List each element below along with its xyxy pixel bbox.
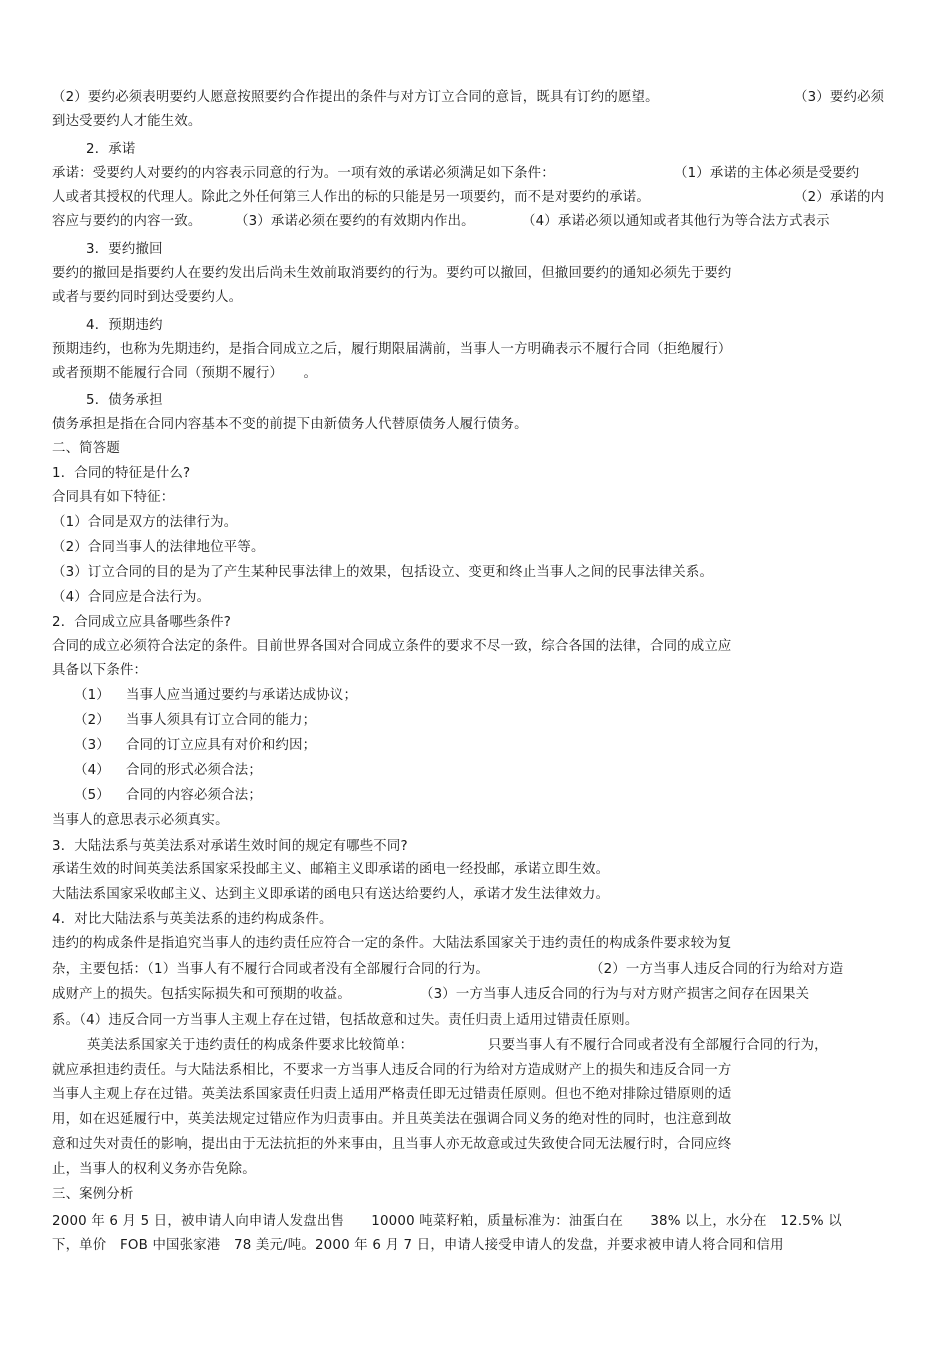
list-item: （2） 当事人须具有订立合同的能力； [74,713,317,728]
section-heading: 4．预期违约 [86,318,163,333]
text-line: 债务承担是指在合同内容基本不变的前提下由新债务人代替原债务人履行债务。 [52,417,528,432]
text-line: 意和过失对责任的影响，提出由于无法抗拒的外来事由，且当事人亦无故意或过失致使合同无法履行时，合同应终 [52,1137,732,1152]
list-item: （5） 合同的内容必须合法； [74,788,262,803]
list-item: （4）合同应是合法行为。 [52,590,211,605]
text-line: 违约的构成条件是指追究当事人的违约责任应符合一定的条件。大陆法系国家关于违约责任的构成条件要求较为复 [52,936,732,951]
text-line: 人或者其授权的代理人。除此之外任何第三人作出的标的只能是另一项要约，而不是对要约的承诺。 （2）承诺的内 [52,190,885,205]
text-line: 承诺生效的时间英美法系国家采投邮主义、邮箱主义即承诺的函电一经投邮，承诺立即生效。 [52,862,610,877]
question-title: 3．大陆法系与英美法系对承诺生效时间的规定有哪些不同? [52,839,408,854]
text-line: 承诺：受要约人对要约的内容表示同意的行为。一项有效的承诺必须满足如下条件： （1）承诺的主体必须是受要约 [52,166,860,181]
question-title: 1．合同的特征是什么? [52,466,191,481]
text-line: 或者与要约同时到达受要约人。 [52,290,243,305]
text-line: 就应承担违约责任。与大陆法系相比，不要求一方当事人违反合同的行为给对方造成财产上的损失和违反合同一方 [52,1063,732,1078]
text-line: 用，如在迟延履行中，英美法规定过错应作为归责事由。并且英美法在强调合同义务的绝对性的同时，也注意到故 [52,1112,732,1127]
text-line: 或者预期不能履行合同（预期不履行） 。 [52,366,318,381]
section-heading: 5．债务承担 [86,393,163,408]
text-line: 当事人的意思表示必须真实。 [52,813,229,828]
section-heading: 3．要约撤回 [86,242,163,257]
text-line: 成财产上的损失。包括实际损失和可预期的收益。 （3）一方当事人违反合同的行为与对方财产损害之间存在因果关 [52,987,810,1002]
text-line: 系。（4）违反合同一方当事人主观上存在过错，包括故意和过失。责任归责上适用过错责任原则。 [52,1013,639,1028]
text-line: 合同具有如下特征： [52,490,175,505]
section-title: 三、案例分析 [52,1187,134,1202]
text-line: 当事人主观上存在过错。英美法系国家责任归责上适用严格责任即无过错责任原则。但也不绝对排除过错原则的适 [52,1087,732,1102]
list-item: （4） 合同的形式必须合法； [74,763,262,778]
text-line: 要约的撤回是指要约人在要约发出后尚未生效前取消要约的行为。要约可以撤回，但撤回要约的通知必须先于要约 [52,266,732,281]
section-heading: 2．承诺 [86,142,136,157]
text-line: 止，当事人的权利义务亦告免除。 [52,1162,256,1177]
list-item: （1）合同是双方的法律行为。 [52,515,238,530]
list-item: （1） 当事人应当通过要约与承诺达成协议； [74,688,358,703]
text-line: 大陆法系国家采收邮主义、达到主义即承诺的函电只有送达给要约人，承诺才发生法律效力。 [52,887,610,902]
text-line: 杂，主要包括：（1）当事人有不履行合同或者没有全部履行合同的行为。 （2）一方当事人违反合同的行为给对方造 [52,962,844,977]
list-item: （3）订立合同的目的是为了产生某种民事法律上的效果，包括设立、变更和终止当事人之间的民事法律关系。 [52,565,714,580]
text-line: 到达受要约人才能生效。 [52,114,202,129]
question-title: 4．对比大陆法系与英美法系的违约构成条件。 [52,912,333,927]
text-line: （2）要约必须表明要约人愿意按照要约合作提出的条件与对方订立合同的意旨，既具有订约的愿望。 （3）要约必须 [52,90,885,105]
question-title: 2．合同成立应具备哪些条件? [52,615,232,630]
text-line: 2000 年 6 月 5 日，被申请人向申请人发盘出售 10000 吨菜籽粕，质量标准为：油蛋白在 38% 以上，水分在 12.5% 以 [52,1214,842,1229]
section-title: 二、简答题 [52,441,120,456]
list-item: （2）合同当事人的法律地位平等。 [52,540,265,555]
list-item: （3） 合同的订立应具有对价和约因； [74,738,317,753]
text-line: 下，单价 FOB 中国张家港 78 美元/吨。2000 年 6 月 7 日，申请人接受申请人的发盘，并要求被申请人将合同和信用 [52,1238,784,1253]
text-line: 合同的成立必须符合法定的条件。目前世界各国对合同成立条件的要求不尽一致，综合各国的法律，合同的成立应 [52,639,732,654]
text-line: 英美法系国家关于违约责任的构成条件要求比较简单： 只要当事人有不履行合同或者没有全部履行合同的行为， [87,1038,828,1053]
text-line: 容应与要约的内容一致。 （3）承诺必须在要约的有效期内作出。 （4）承诺必须以通知或者其他行为等合法方式表示 [52,214,830,229]
text-line: 预期违约，也称为先期违约，是指合同成立之后，履行期限届满前，当事人一方明确表示不履行合同（拒绝履行） [52,342,732,357]
text-line: 具备以下条件： [52,663,148,678]
